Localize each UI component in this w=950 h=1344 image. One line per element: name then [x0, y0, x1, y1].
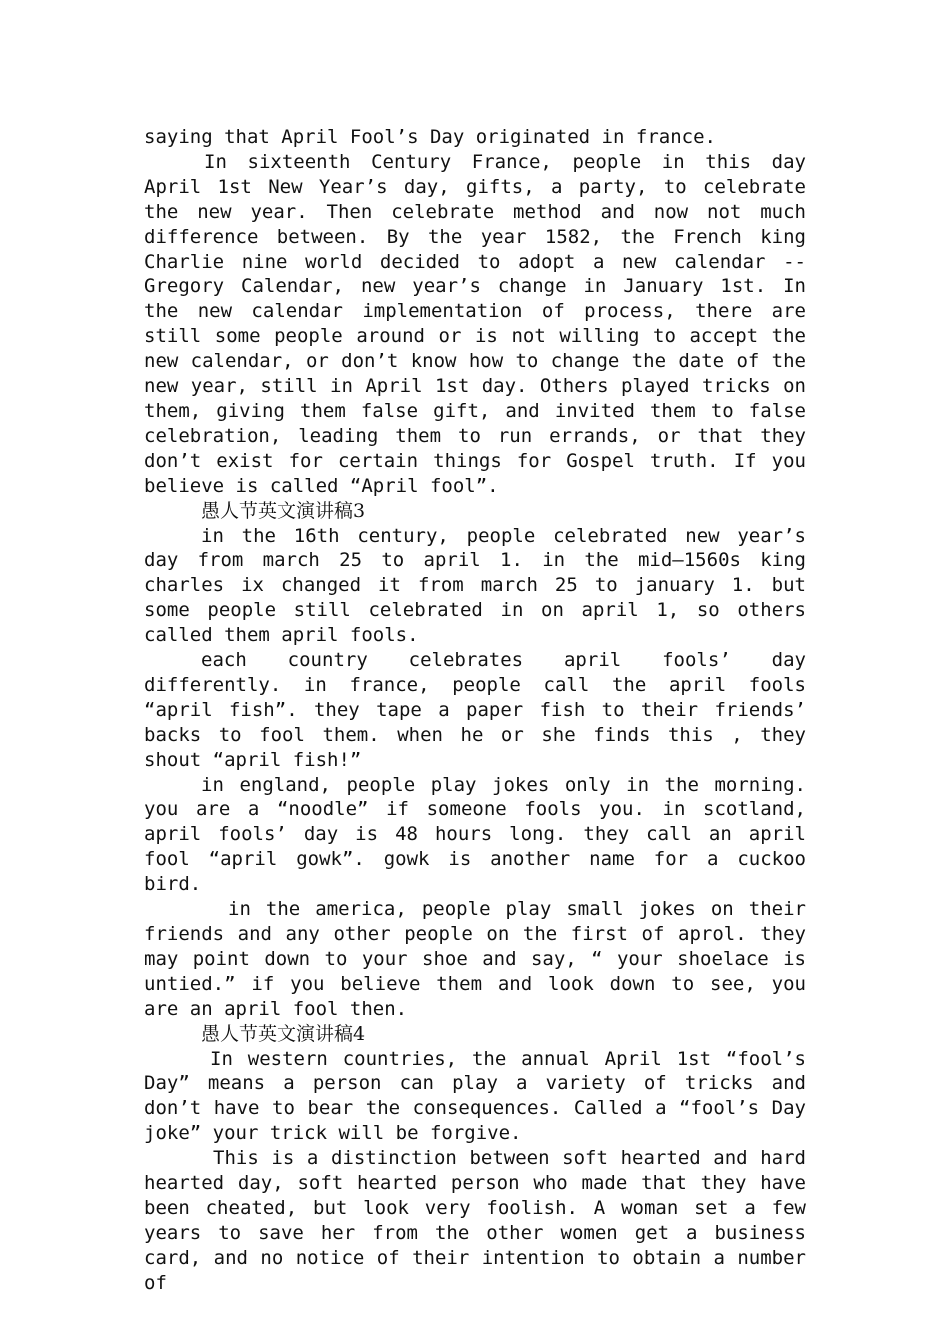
- paragraph-origin-sentence: saying that April Fool’s Day originated in france.: [144, 126, 716, 148]
- paragraph-16th-century: in the 16th century, people celebrated new year’s day from march 25 to april 1. in the mid—1560s king charles ix changed it from march 25 to january 1. but some people still celebrated in on april 1, so others called them april fools.: [144, 524, 806, 647]
- paragraph-soft-hearted: This is a distinction between soft hearted and hard hearted day, soft hearted person who made that they have been cheated, but look very foolish. A woman set a few years to save her from the other women get a business card, and no notice of their intention to obtain a number of: [144, 1147, 806, 1294]
- section-heading-3: 愚人节英文演讲稿3: [201, 499, 366, 522]
- paragraph-england: in england, people play jokes only in the morning. you are a “noodle” if someone fools you. in scotland, april fools’ day is 48 hours long. they call an april fool “april gowk”. gowk is another name for a cuckoo bird.: [144, 773, 806, 896]
- paragraph-each-country: each country celebrates april fools’ day differently. in france, people call the april fools “april fish”. they tape a paper fish to their friends’ backs to fool them. when he or she finds this , they shout “april fish!”: [144, 649, 806, 771]
- paragraph-sixteenth-century-france: In sixteenth Century France, people in this day April 1st New Year’s day, gifts, a party, to celebrate the new year. Then celebrate method and now not much difference between. By the year 1582, the French king Charlie nine world decided to adopt a new calendar -- Gregory Calendar, new year’s change in January 1st. In the new calendar implementation of process, there are still some people around or is not willing to accept the new calendar, or don’t know how to change the date of the new year, still in April 1st day. Others played tricks on them, giving them false gift, and invited them to false celebration, leading them to run errands, or that they don’t exist for certain things for Gospel truth. If you believe is called “April fool”.: [144, 150, 806, 497]
- document-page: [144, 125, 806, 1296]
- paragraph-america: in the america, people play small jokes on their friends and any other people on the first of aprol. they may point down to your shoe and say, “ your shoelace is untied.” if you believe them and look down to see, you are an april fool then.: [144, 898, 806, 1020]
- paragraph-western-countries: In western countries, the annual April 1st “fool’s Day” means a person can play a variety of tricks and don’t have to bear the consequences. Called a “fool’s Day joke” your trick will be forgive.: [144, 1047, 806, 1145]
- section-heading-4: 愚人节英文演讲稿4: [201, 1022, 366, 1045]
